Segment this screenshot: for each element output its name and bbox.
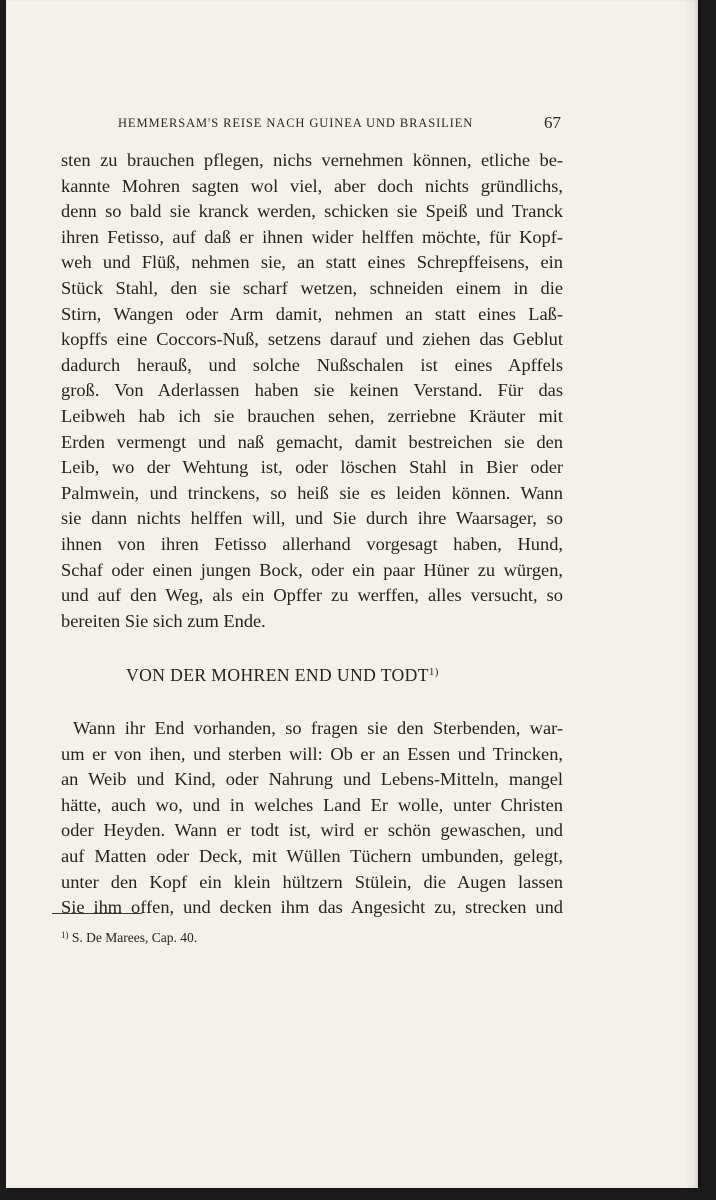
book-page xyxy=(6,0,698,1188)
page-edge-shadow xyxy=(684,0,698,1188)
text-line: um er von ihen, und sterben will: Ob er an Essen und Trincken, xyxy=(61,743,563,764)
text-line: Leib, wo der Wehtung ist, oder löschen Stahl in Bier oder xyxy=(61,457,563,478)
footnote xyxy=(61,930,197,946)
text-line: ihnen von ihren Fetisso allerhand vorgesagt haben, Hund, xyxy=(61,533,563,554)
text-line: Schaf oder einen jungen Bock, oder ein paar Hüner zu würgen, xyxy=(61,559,563,580)
paragraph xyxy=(61,148,563,634)
text-line: denn so bald sie kranck werden, schicken sie Speiß und Tranck xyxy=(61,201,563,222)
text-line: Stirn, Wangen oder Arm damit, nehmen an statt eines Laß- xyxy=(61,303,563,324)
footnote-reference: 1) xyxy=(428,666,439,678)
page-number: 67 xyxy=(544,113,561,132)
text-line: groß. Von Aderlassen haben sie keinen Verstand. Für das xyxy=(61,380,563,401)
text-line: bereiten Sie sich zum Ende. xyxy=(61,610,266,631)
text-line: Leibweh hab ich sie brauchen sehen, zerriebne Kräuter mit xyxy=(61,405,563,426)
text-line: kopffs eine Coccors-Nuß, setzens darauf und ziehen das Geblut xyxy=(61,329,563,350)
paragraph-continuation xyxy=(61,148,563,634)
text-line: auf Matten oder Deck, mit Wüllen Tüchern umbunden, gelegt, xyxy=(61,845,563,866)
text-line: und auf den Weg, als ein Opffer zu werffen, alles versucht, so xyxy=(61,585,563,606)
paragraph xyxy=(61,716,563,921)
text-line: sie dann nichts helffen will, und Sie durch ihre Waarsager, so xyxy=(61,508,563,529)
text-line: Erden vermengt und naß gemacht, damit bestreichen sie den xyxy=(61,431,563,452)
section-heading xyxy=(126,665,439,686)
paragraph-section xyxy=(61,716,563,921)
text-line: dadurch herauß, und solche Nußschalen ist eines Apffels xyxy=(61,354,563,375)
text-line: oder Heyden. Wann er todt ist, wird er schön gewaschen, und xyxy=(61,820,563,841)
running-head xyxy=(118,113,561,137)
footnote-rule xyxy=(52,913,142,914)
text-line: Stück Stahl, den sie scharf wetzen, schneiden einem in die xyxy=(61,277,563,298)
text-line: hätte, auch wo, und in welches Land Er wolle, unter Christen xyxy=(61,794,563,815)
text-line: kannte Mohren sagten wol viel, aber doch nichts gründlichs, xyxy=(61,175,563,196)
footnote-text: S. De Marees, Cap. 40. xyxy=(71,930,198,945)
text-line: Sie ihm offen, und decken ihm das Angesicht zu, strecken und xyxy=(61,897,563,918)
running-title: HEMMERSAM'S REISE NACH GUINEA UND BRASILIEN xyxy=(118,116,474,130)
text-line: ihren Fetisso, auf daß er ihnen wider helffen möchte, für Kopf- xyxy=(61,226,563,247)
text-line: Palmwein, und trinckens, so heiß sie es leiden können. Wann xyxy=(61,482,563,503)
text-line: Wann ihr End vorhanden, so fragen sie den Sterbenden, war- xyxy=(73,718,563,738)
text-line: unter den Kopf ein klein hültzern Stülein, die Augen lassen xyxy=(61,871,563,892)
footnote-mark: 1) xyxy=(61,930,69,940)
text-line: sten zu brauchen pflegen, nichs vernehmen können, etliche be- xyxy=(61,150,563,170)
text-line: weh und Flüß, nehmen sie, an statt eines Schrepffeisens, ein xyxy=(61,252,563,273)
section-heading-text: VON DER MOHREN END UND TODT xyxy=(126,665,429,685)
text-line: an Weib und Kind, oder Nahrung und Lebens-Mitteln, mangel xyxy=(61,769,563,790)
